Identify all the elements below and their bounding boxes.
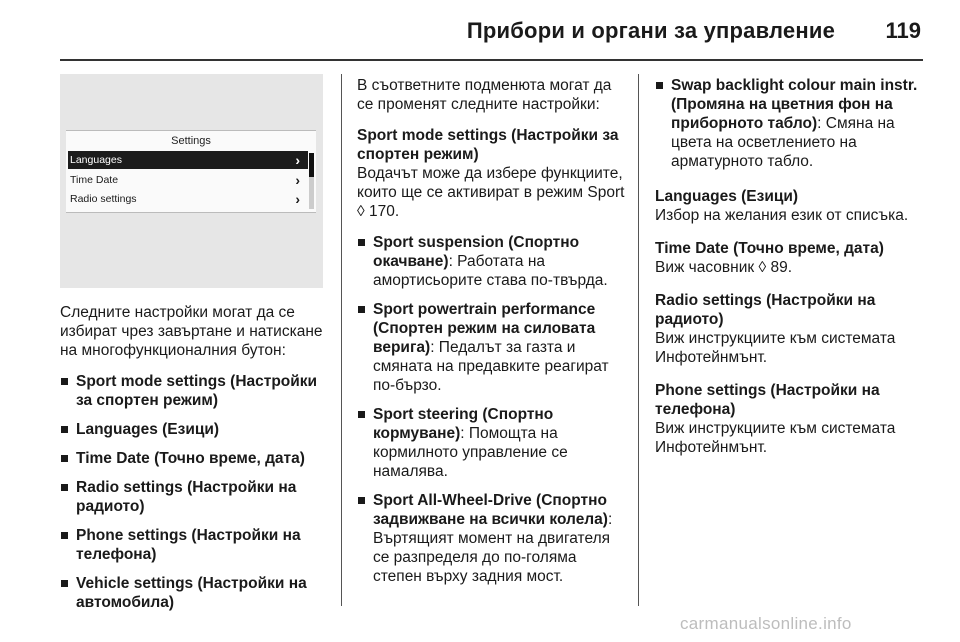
page-reference-icon: ◊: [758, 259, 767, 276]
settings-row-time-date: [68, 171, 308, 189]
page-header: [60, 10, 923, 54]
list-item-text: : Педалът за газта и смяната на предавките реагират по-бързо.: [373, 339, 609, 394]
page-title: Прибори и органи за управление: [466, 18, 835, 43]
sport-mode-ref: 170.: [368, 203, 400, 220]
list-item: [357, 233, 629, 290]
settings-display-title: Settings: [171, 135, 211, 147]
section-text: Избор на желания език от списъка.: [655, 207, 909, 224]
settings-row-label: Time Date: [70, 174, 119, 186]
scrollbar: [309, 153, 314, 209]
list-item-heading: Sport All-Wheel-Drive (Спортно задвижване на всички колела): [373, 492, 608, 528]
list-item: Time Date (Точно време, дата): [60, 449, 328, 468]
header-rule: [60, 59, 923, 61]
settings-row-label: Languages: [70, 154, 122, 166]
col2-intro: В съответните подменюта могат да се променят следните настройки:: [357, 77, 612, 113]
settings-row-languages: [68, 151, 308, 169]
column-3: [655, 76, 921, 471]
settings-display: [66, 130, 316, 213]
section-languages: [655, 187, 921, 225]
list-item: Radio settings (Настройки на радиото): [60, 478, 328, 516]
column-1: [60, 303, 328, 622]
list-item-heading: Swap backlight colour main instr. (Промяна на цветния фон на приборното табло): [671, 77, 918, 132]
list-item-text: : Въртящият момент на двигателя се разпределя до по-голяма степен върху задния мост.: [373, 511, 613, 585]
section-ref: 89.: [770, 259, 793, 276]
section-heading: Languages (Езици): [655, 188, 799, 205]
section-text: Виж часовник: [655, 259, 755, 276]
column-2: [357, 76, 629, 596]
settings-row-label: Radio settings: [70, 193, 137, 205]
col2-list: [357, 233, 629, 586]
list-item-text: : Смяна на цвета на осветлението на арматурното табло.: [671, 115, 895, 170]
chevron-right-icon: ›: [295, 152, 300, 168]
list-item-text: : Работата на амортисьорите става по-твърда.: [373, 253, 608, 289]
section-radio-settings: [655, 291, 921, 367]
list-item-heading: Sport steering (Спортно кормуване): [373, 406, 554, 442]
list-item: Languages (Езици): [60, 420, 328, 439]
watermark: carmanualsonline.info: [680, 614, 852, 633]
col1-list: [60, 372, 328, 612]
section-text: Виж инструкциите към системата Инфотейнмънт.: [655, 330, 896, 366]
section-heading: Phone settings (Настройки на телефона): [655, 382, 880, 418]
section-heading: Time Date (Точно време, дата): [655, 240, 884, 257]
list-item-heading: Sport powertrain performance (Спортен режим на силовата верига): [373, 301, 596, 356]
list-item-text: : Помощта на кормилното управление се намалява.: [373, 425, 568, 480]
list-item: Sport mode settings (Настройки за спортен режим): [60, 372, 328, 410]
list-item: [357, 491, 629, 586]
chevron-right-icon: ›: [295, 172, 300, 188]
list-item: Phone settings (Настройки на телефона): [60, 526, 328, 564]
sport-mode-text: Водачът може да избере функциите, които ще се активират в режим Sport: [357, 165, 625, 201]
column-divider: [638, 74, 639, 606]
col3-list: [655, 76, 921, 171]
list-item: [655, 76, 921, 171]
settings-row-radio-settings: [68, 190, 308, 208]
list-item: Vehicle settings (Настройки на автомобила): [60, 574, 328, 612]
section-phone-settings: [655, 381, 921, 457]
list-item: [357, 405, 629, 481]
settings-screen-illustration: [60, 74, 323, 288]
section-heading: Radio settings (Настройки на радиото): [655, 292, 876, 328]
page-number: 119: [885, 18, 921, 43]
sport-mode-heading: Sport mode settings (Настройки за спортен режим): [357, 127, 619, 163]
column-divider: [341, 74, 342, 606]
list-item: [357, 300, 629, 395]
page-reference-icon: ◊: [357, 203, 365, 220]
section-time-date: [655, 239, 921, 277]
col1-intro: Следните настройки могат да се избират чрез завъртане и натискане на многофункционалния бутон:: [60, 304, 323, 359]
scrollbar-thumb: [309, 153, 314, 177]
section-text: Виж инструкциите към системата Инфотейнмънт.: [655, 420, 896, 456]
list-item-heading: Sport suspension (Спортно окачване): [373, 234, 580, 270]
chevron-right-icon: ›: [295, 191, 300, 207]
